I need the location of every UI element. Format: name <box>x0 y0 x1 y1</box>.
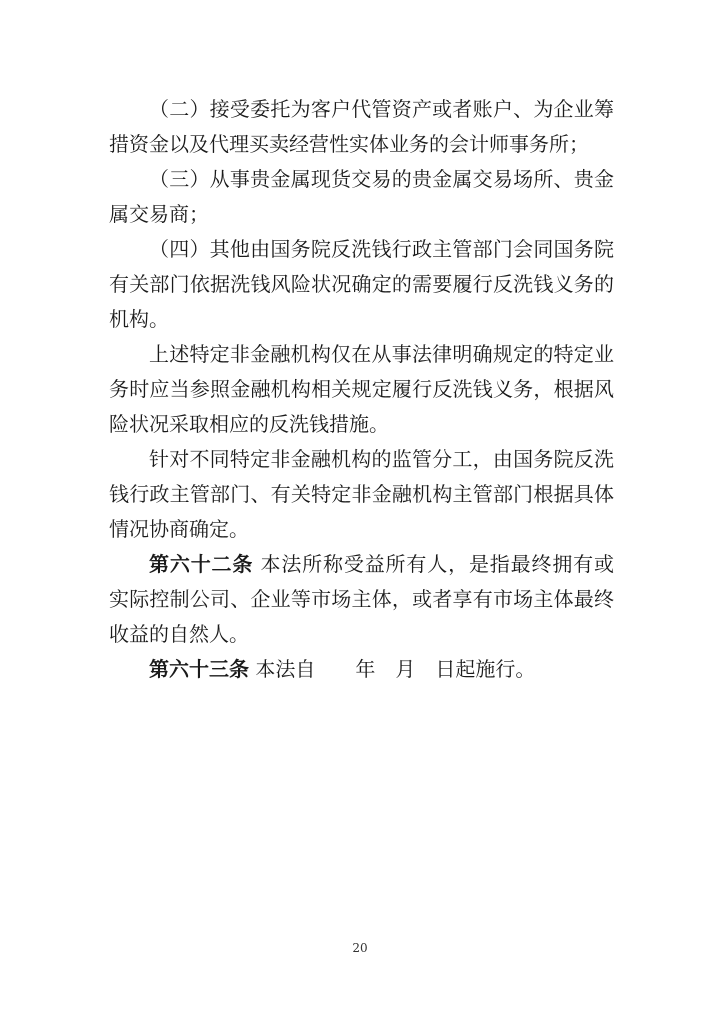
paragraph-scope-note: 上述特定非金融机构仅在从事法律明确规定的特定业务时应当参照金融机构相关规定履行反洗钱义务，根据风险状况采取相应的反洗钱措施。 <box>109 342 614 436</box>
paragraph-item-4: （四）其他由国务院反洗钱行政主管部门会同国务院有关部门依据洗钱风险状况确定的需要履行反洗钱义务的机构。 <box>109 237 614 331</box>
article-63-number: 第六十三条 <box>149 657 249 681</box>
article-63-text: 本法自 年 月 日起施行。 <box>255 657 536 681</box>
paragraph-supervision: 针对不同特定非金融机构的监管分工，由国务院反洗钱行政主管部门、有关特定非金融机构主管部门根据具体情况协商确定。 <box>109 447 614 541</box>
document-body <box>109 92 614 687</box>
paragraph-item-3: （三）从事贵金属现货交易的贵金属交易场所、贵金属交易商； <box>109 167 614 226</box>
article-62-text: 本法所称受益所有人，是指最终拥有或实际控制公司、企业等市场主体，或者享有市场主体最终收益的自然人。 <box>109 552 615 646</box>
page-number: 20 <box>352 941 368 955</box>
article-62 <box>109 547 614 652</box>
paragraph-item-2: （二）接受委托为客户代管资产或者账户、为企业筹措资金以及代理买卖经营性实体业务的会计师事务所； <box>109 97 614 156</box>
article-63 <box>109 652 614 687</box>
article-62-number: 第六十二条 <box>149 552 254 576</box>
